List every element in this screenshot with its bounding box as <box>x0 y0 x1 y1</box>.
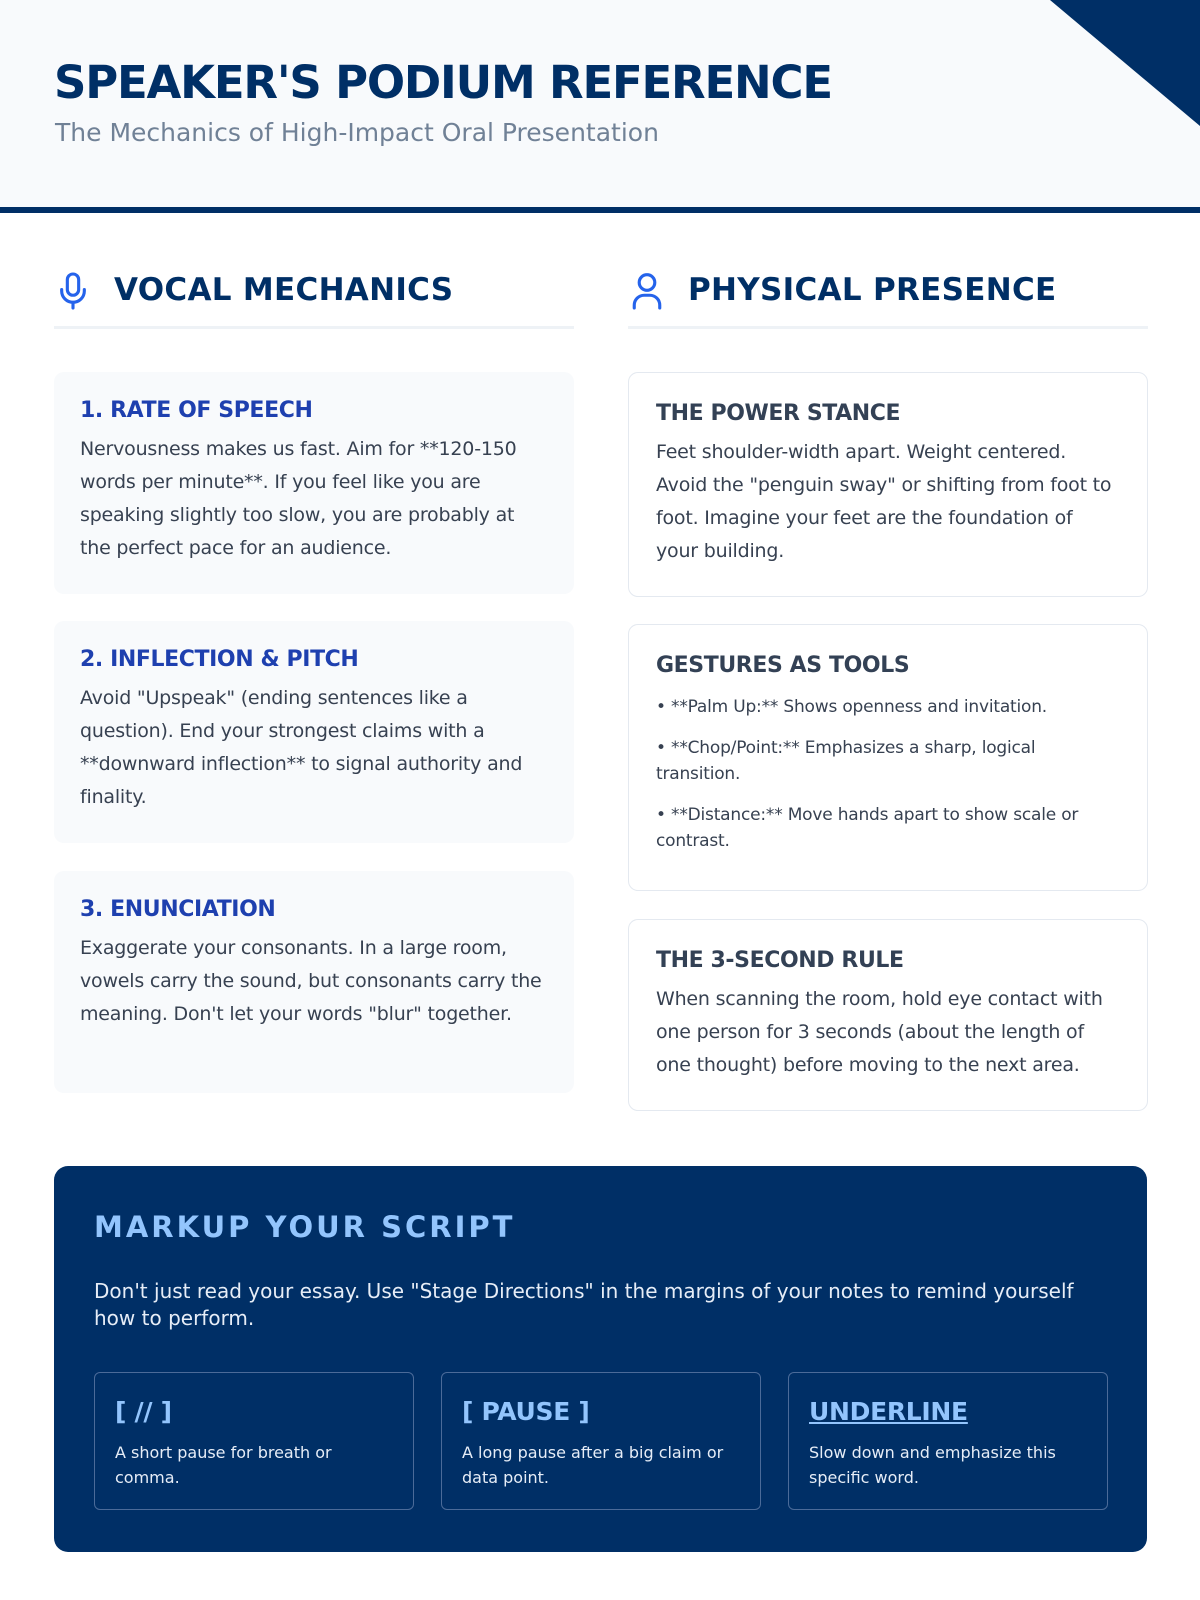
card-body: Exaggerate your consonants. In a large room, vowels carry the sound, but consonants carry the meaning. Don't let your words "blur" together. <box>80 937 542 1025</box>
vocal-mechanics-header <box>54 262 574 329</box>
list-item: • **Distance:** Move hands apart to show scale or contrast. <box>656 805 1079 851</box>
gestures-card <box>628 624 1148 891</box>
markup-script-description: Don't just read your essay. Use "Stage Directions" in the margins of your notes to remind yourself how to perform. <box>94 1279 1074 1330</box>
physical-presence-column <box>628 262 1148 1076</box>
card-body: Avoid "Upspeak" (ending sentences like a question). End your strongest claims with a **downward inflection** to signal authority and finality. <box>80 687 523 808</box>
vocal-mechanics-column <box>54 262 574 1025</box>
physical-presence-title: PHYSICAL PRESENCE <box>688 272 1057 308</box>
card-body: Feet shoulder-width apart. Weight centered. Avoid the "penguin sway" or shifting from foot to foot. Imagine your feet are the foundation of your building. <box>656 441 1112 562</box>
markup-symbol-description: Slow down and emphasize this specific word. <box>809 1443 1056 1487</box>
markup-script-panel <box>54 1166 1147 1552</box>
page-header <box>0 0 1200 213</box>
markup-symbol: UNDERLINE <box>809 1397 968 1426</box>
card-title: THE 3-SECOND RULE <box>656 948 904 973</box>
card-title: 3. ENUNCIATION <box>80 897 276 922</box>
card-title: THE POWER STANCE <box>656 401 901 426</box>
physical-presence-header <box>628 262 1148 329</box>
corner-decoration <box>1050 0 1200 126</box>
markup-symbol-card <box>788 1372 1108 1510</box>
gestures-list <box>656 694 1120 854</box>
card-title: 2. INFLECTION & PITCH <box>80 647 359 672</box>
card-body: Nervousness makes us fast. Aim for **120-150 words per minute**. If you feel like you are speaking slightly too slow, you are probably at the perfect pace for an audience. <box>80 438 517 559</box>
list-item: • **Palm Up:** Shows openness and invitation. <box>656 697 1048 717</box>
vocal-mechanics-title: VOCAL MECHANICS <box>114 272 454 308</box>
enunciation-card <box>54 871 574 1093</box>
card-title: GESTURES AS TOOLS <box>656 653 910 678</box>
markup-symbol-card <box>94 1372 414 1510</box>
card-body: When scanning the room, hold eye contact with one person for 3 seconds (about the length of one thought) before moving to the next area. <box>656 988 1103 1076</box>
markup-symbol-description: A long pause after a big claim or data point. <box>462 1443 724 1487</box>
page-subtitle: The Mechanics of High-Impact Oral Presentation <box>55 118 659 147</box>
microphone-icon <box>56 271 90 311</box>
markup-symbol-card <box>441 1372 761 1510</box>
inflection-pitch-card <box>54 621 574 843</box>
three-second-rule-card <box>628 919 1148 1111</box>
power-stance-card <box>628 372 1148 597</box>
card-title: 1. RATE OF SPEECH <box>80 398 313 423</box>
page-title: SPEAKER'S PODIUM REFERENCE <box>54 56 832 109</box>
markup-symbol-description: A short pause for breath or comma. <box>115 1443 332 1487</box>
person-icon <box>630 271 664 311</box>
rate-of-speech-card <box>54 372 574 594</box>
markup-symbol: [ PAUSE ] <box>462 1397 590 1426</box>
list-item: • **Chop/Point:** Emphasizes a sharp, logical transition. <box>656 738 1036 784</box>
markup-script-title: MARKUP YOUR SCRIPT <box>94 1210 516 1244</box>
markup-symbol: [ // ] <box>115 1397 172 1426</box>
